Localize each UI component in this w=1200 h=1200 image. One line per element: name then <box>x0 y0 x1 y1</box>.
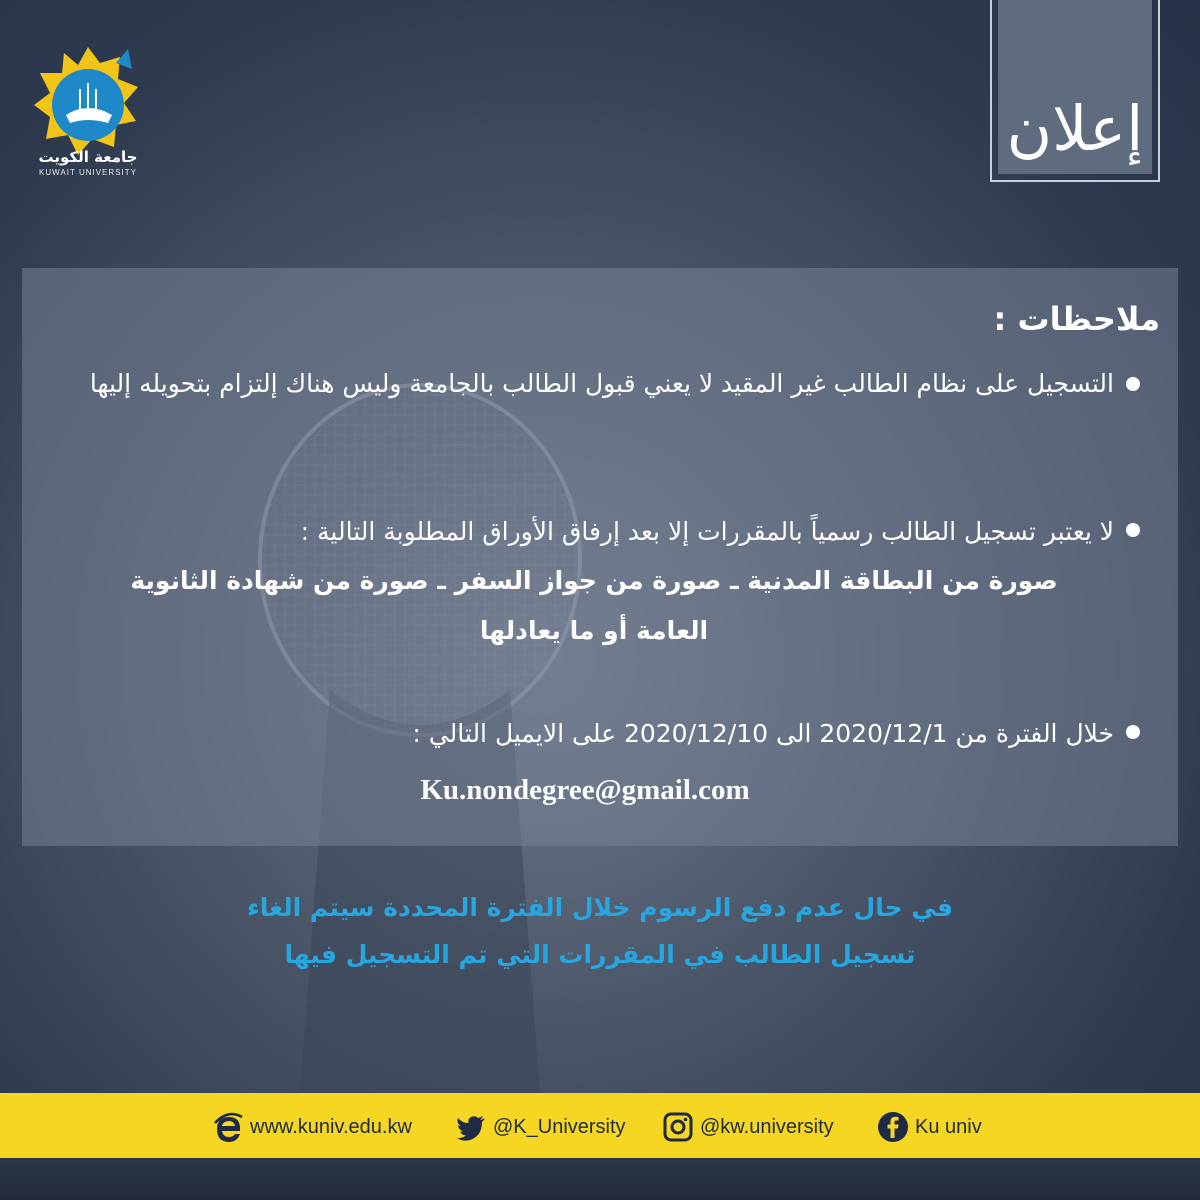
announcement-title: إعلان <box>1006 92 1144 165</box>
instagram-label: @kw.university <box>700 1115 834 1138</box>
required-documents: صورة من البطاقة المدنية ـ صورة من جواز السفر ـ صورة من شهادة الثانوية العامة أو ما يعادلها <box>130 566 1058 645</box>
facebook-label: Ku univ <box>915 1115 982 1138</box>
bullet-icon <box>1126 523 1140 537</box>
note-item-3: خلال الفترة من 2020/12/1 الى 2020/12/10 على الايميل التالي : <box>412 719 1114 748</box>
warning-line-1: في حال عدم دفع الرسوم خلال الفترة المحددة سيتم الغاء <box>246 893 954 922</box>
bullet-icon <box>1126 725 1140 739</box>
instagram-link[interactable] <box>662 1110 834 1144</box>
bullet-icon <box>1126 377 1140 391</box>
website-link[interactable] <box>212 1110 412 1144</box>
twitter-link[interactable] <box>455 1110 626 1144</box>
twitter-label: @K_University <box>493 1115 626 1138</box>
announcement-box <box>998 0 1152 174</box>
university-name-english: KUWAIT UNIVERSITY <box>39 168 137 177</box>
footer-bottom-strip <box>0 1158 1200 1200</box>
notes-title: ملاحظات : <box>993 300 1160 338</box>
internet-explorer-icon <box>212 1111 244 1143</box>
university-name-arabic: جامعة الكويت <box>38 148 138 166</box>
twitter-icon <box>455 1111 487 1143</box>
note-item-2: لا يعتبر تسجيل الطالب رسمياً بالمقررات إلا بعد إرفاق الأوراق المطلوبة التالية : <box>300 517 1114 546</box>
warning-line-2: تسجيل الطالب في المقررات التي تم التسجيل فيها <box>284 940 916 969</box>
facebook-link[interactable] <box>877 1110 982 1144</box>
facebook-icon <box>877 1111 909 1143</box>
note-item-1: التسجيل على نظام الطالب غير المقيد لا يعني قبول الطالب بالجامعة وليس هناك إلتزام بتحويله إليها <box>89 369 1114 398</box>
contact-email[interactable]: Ku.nondegree@gmail.com <box>420 774 750 806</box>
website-label: www.kuniv.edu.kw <box>250 1115 412 1138</box>
instagram-icon <box>662 1111 694 1143</box>
